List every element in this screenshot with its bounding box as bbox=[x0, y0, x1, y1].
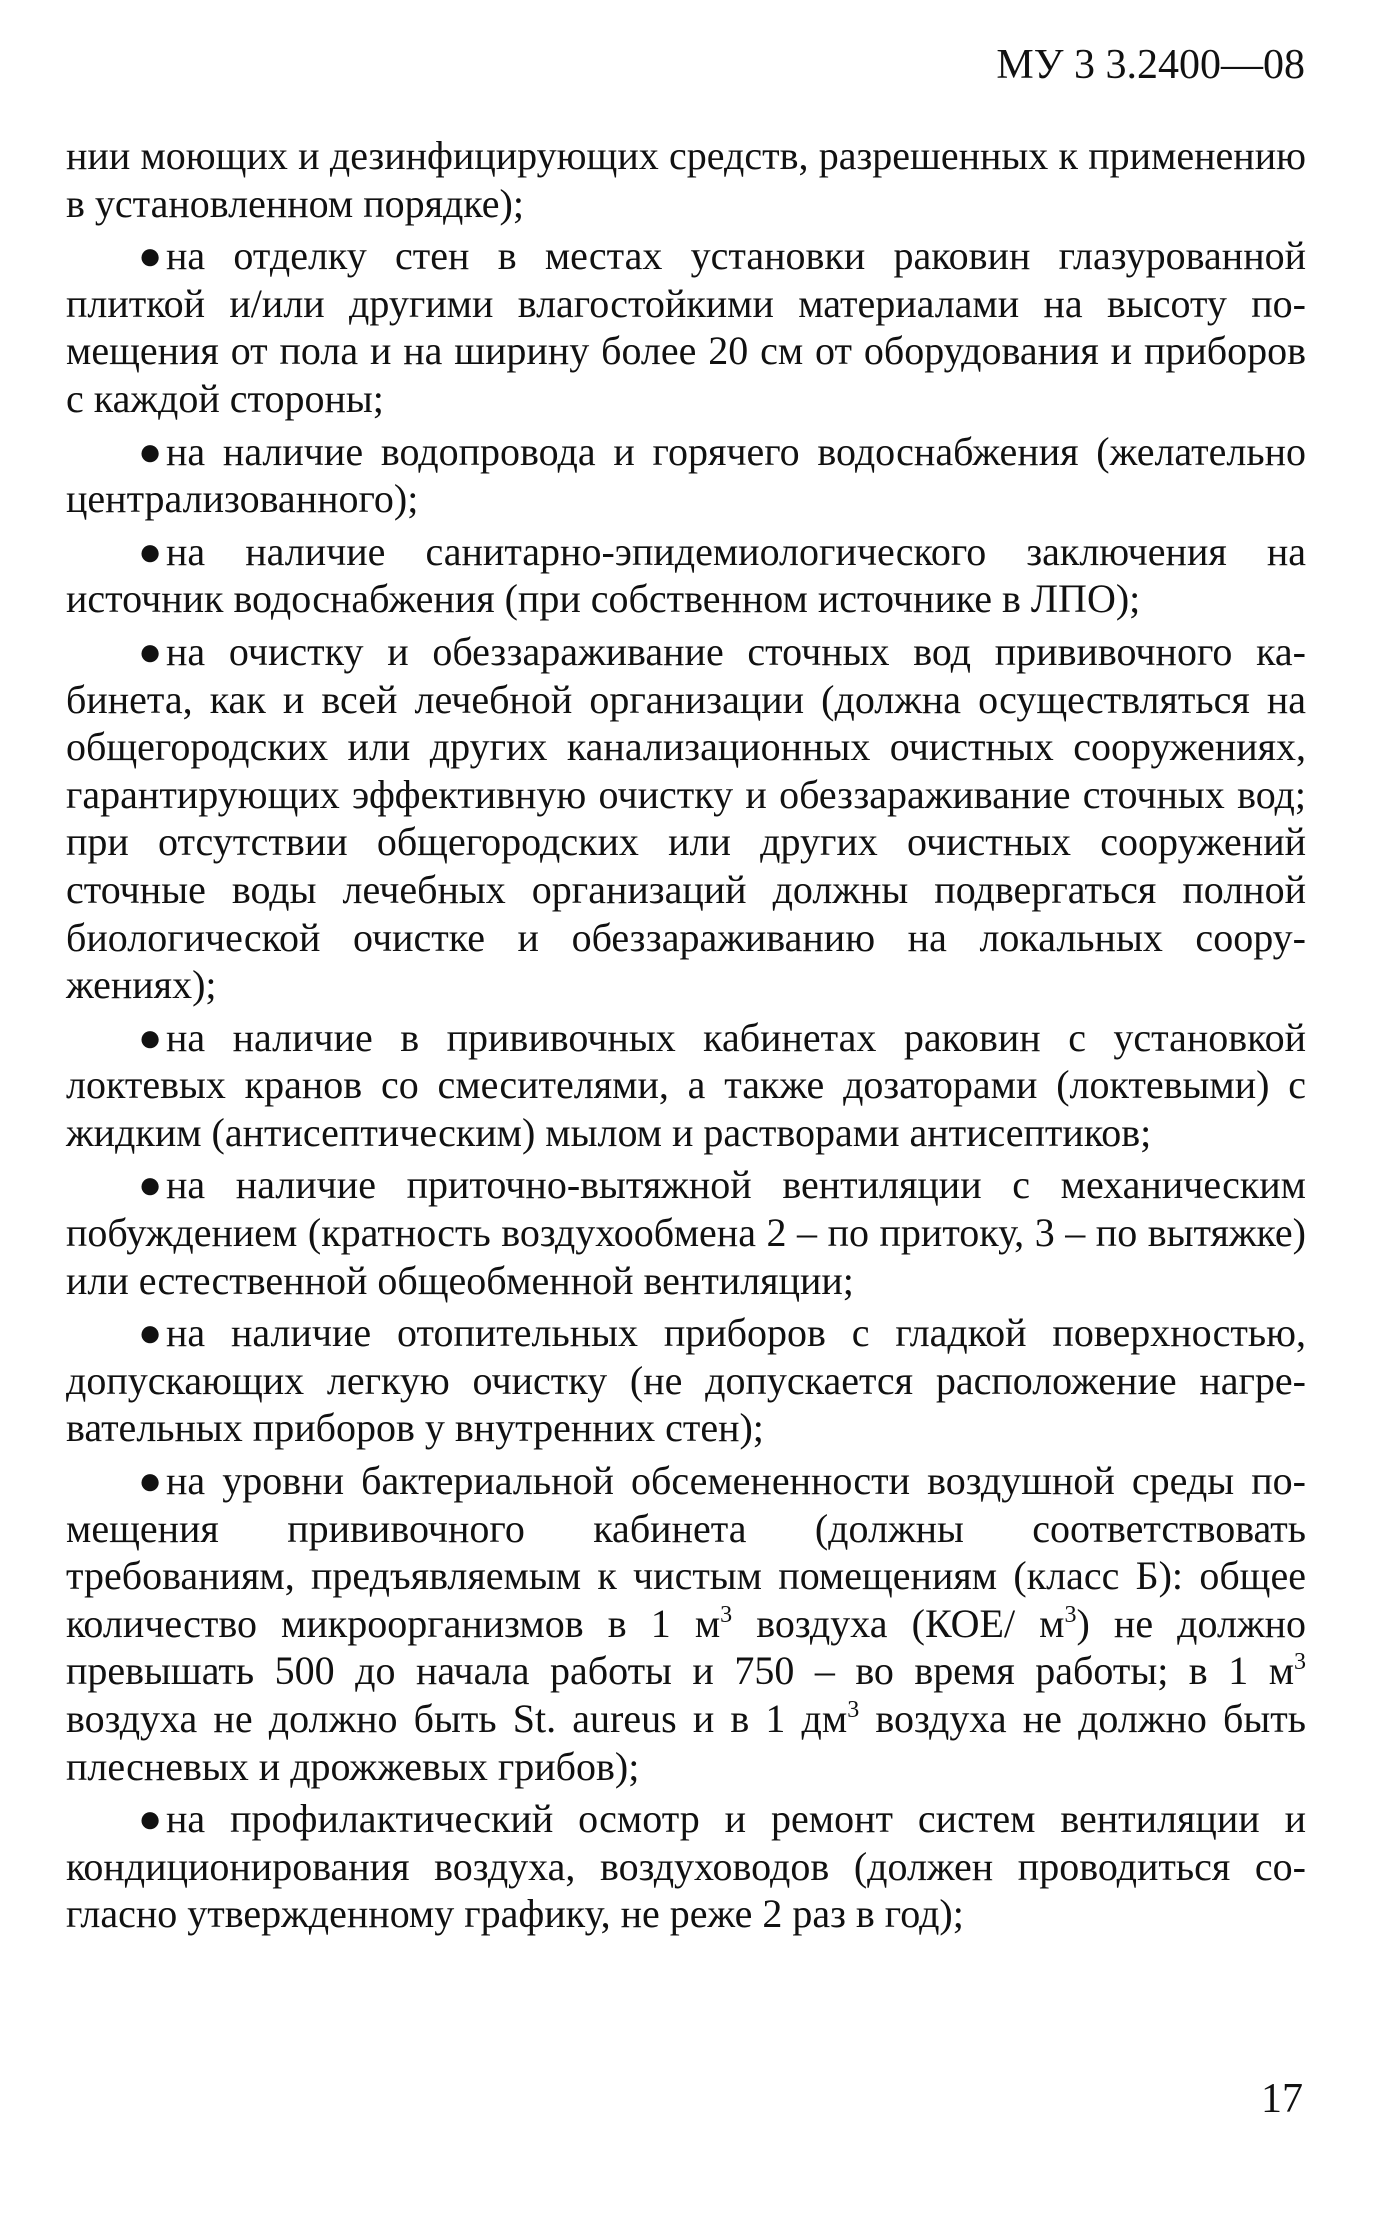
bullet-icon: ● bbox=[138, 1796, 163, 1842]
bullet-item-wall-finishing bbox=[66, 232, 1306, 422]
bullet-text-part: на уровни бактериальной обсемененности воздушной среды помещения прививочного кабинета (должны соответствовать требованиям, предъявляемым к чистым помещениям (класс Б): общее количество микроорганизмов в 1 м bbox=[66, 1458, 1306, 1646]
bullet-text: на наличие водопровода и горячего водоснабжения (желательно централизованного); bbox=[66, 428, 1306, 522]
bullet-text-part: воздуха (КОЕ/ м bbox=[732, 1600, 1065, 1646]
bullet-text-part: воздуха не должно быть St. aureus и в 1 дм bbox=[66, 1696, 848, 1741]
bullet-item-air-contamination bbox=[66, 1457, 1306, 1790]
bullet-icon: ● bbox=[138, 233, 163, 279]
document-body bbox=[66, 132, 1306, 1943]
superscript: 3 bbox=[720, 1601, 733, 1628]
superscript: 3 bbox=[847, 1697, 860, 1723]
bullet-text: на очистку и обеззараживание сточных вод прививочного кабинета, как и всей лечебной организации (должна осуществляться на общегородских или других канализационных очистных сооружениях, гарантирующих эффективную очистку и обеззараживание сточных вод; при отсутствии общегородских или других очистных сооружений сточные воды лечебных организаций должны подвергаться полной биологической очистке и обеззараживанию на локальных сооружениях); bbox=[66, 628, 1306, 1008]
bullet-icon: ● bbox=[138, 1014, 163, 1060]
bullet-icon: ● bbox=[138, 428, 163, 474]
superscript: 3 bbox=[1294, 1649, 1306, 1676]
bullet-icon: ● bbox=[138, 528, 163, 574]
bullet-item-sanitary-conclusion bbox=[66, 528, 1306, 623]
bullet-item-sinks bbox=[66, 1014, 1306, 1157]
bullet-item-water-supply bbox=[66, 428, 1306, 523]
bullet-icon: ● bbox=[138, 1162, 163, 1208]
bullet-item-maintenance bbox=[66, 1795, 1306, 1938]
bullet-text: на отделку стен в местах установки раковин глазурованной плиткой и/или другими влагостойкими материалами на высоту помещения от пола и на ширину более 20 см от оборудования и приборов с каждой стороны; bbox=[66, 233, 1306, 421]
bullet-text: на наличие отопительных приборов с гладкой поверхностью, допускающих легкую очистку (не допускается расположение нагревательных приборов у внутренних стен); bbox=[66, 1310, 1306, 1451]
bullet-item-ventilation bbox=[66, 1161, 1306, 1304]
document-header: МУ 3 3.2400—08 bbox=[996, 42, 1305, 88]
bullet-text: на наличие санитарно-эпидемиологического заключения на источник водоснабжения (при собственном источнике в ЛПО); bbox=[66, 528, 1306, 622]
page-number: 17 bbox=[1261, 2076, 1303, 2122]
bullet-item-wastewater-treatment bbox=[66, 628, 1306, 1009]
bullet-text: на профилактический осмотр и ремонт систем вентиляции и кондиционирования воздуха, воздуховодов (должен проводиться согласно утвержденному графику, не реже 2 раз в год); bbox=[66, 1796, 1306, 1937]
bullet-text: на наличие в прививочных кабинетах раковин с установкой локтевых кранов со смесителями, а также дозаторами (локтевыми) с жидким (антисептическим) мылом и растворами антисептиков; bbox=[66, 1014, 1306, 1155]
bullet-text-part: ) не должно превышать 500 до начала работы и 750 – во время работы; в 1 м bbox=[66, 1600, 1307, 1694]
bullet-icon: ● bbox=[138, 628, 163, 674]
bullet-text: на наличие приточно-вытяжной вентиляции с механическим побуждением (кратность воздухообмена 2 – по притоку, 3 – по вытяжке) или естественной общеобменной вентиляции; bbox=[66, 1162, 1306, 1303]
paragraph-continuation: нии моющих и дезинфицирующих средств, разрешенных к применению в установленном порядке); bbox=[66, 133, 1306, 226]
bullet-text-part: воздуха не должно быть плесневых и дрожжевых грибов); bbox=[66, 1696, 1306, 1789]
bullet-item-heating bbox=[66, 1309, 1306, 1452]
bullet-icon: ● bbox=[138, 1310, 163, 1356]
bullet-icon: ● bbox=[138, 1458, 163, 1504]
superscript: 3 bbox=[1064, 1601, 1077, 1628]
